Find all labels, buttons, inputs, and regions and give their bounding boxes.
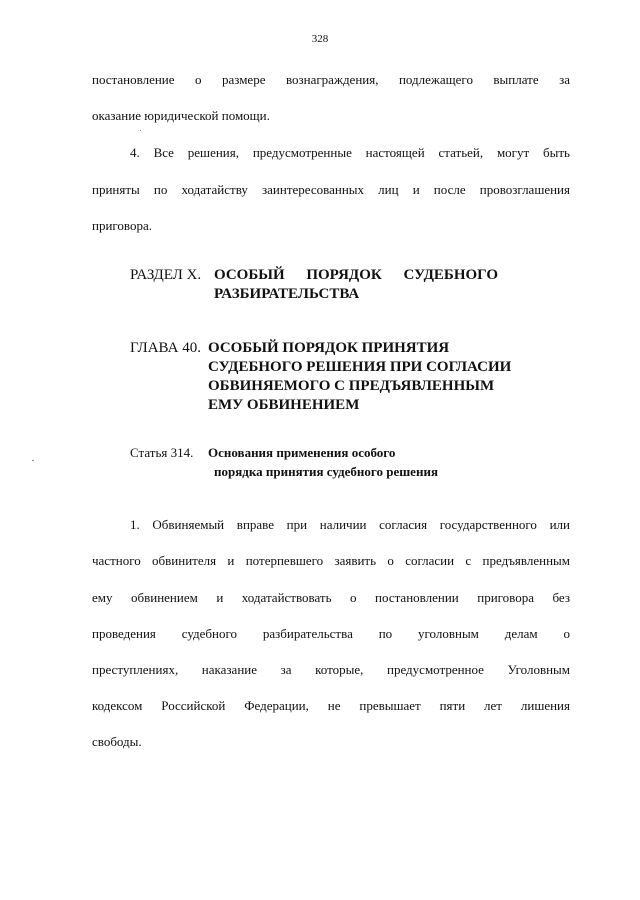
chapter-title-line-1: ОСОБЫЙ ПОРЯДОК ПРИНЯТИЯ (208, 340, 450, 356)
page-number: 328 (311, 33, 329, 45)
paragraph-1-line-5: преступлениях, наказание за которые, предусмотренное Уголовным (92, 662, 570, 677)
top-paragraph-line-1: постановление о размере вознаграждения, подлежащего выплате за (92, 72, 570, 87)
section-title-line-1: ОСОБЫЙ ПОРЯДОК СУДЕБНОГО (214, 267, 498, 283)
scan-speck (32, 460, 34, 461)
article-title (208, 444, 395, 461)
paragraph-1-line-6: кодексом Российской Федерации, не превышает пяти лет лишения (92, 698, 570, 713)
paragraph-1-line-4: проведения судебного разбирательства по уголовным делам о (92, 626, 570, 641)
chapter-title-line-4: ЕМУ ОБВИНЕНИЕМ (208, 397, 360, 413)
paragraph-1-line-2: частного обвинителя и потерпевшего заявить о согласии с предъявленным (92, 553, 570, 568)
article-heading (130, 444, 193, 461)
section-title-line-2-wrap (214, 285, 359, 304)
paragraph-4-line-1: 4. Все решения, предусмотренные настоящей статьей, могут быть (130, 145, 570, 160)
section-title-line-2: РАЗБИРАТЕЛЬСТВА (214, 286, 360, 302)
chapter-title-line-3: ОБВИНЯЕМОГО С ПРЕДЪЯВЛЕННЫМ (208, 378, 495, 394)
paragraph-1-line-7: свободы. (92, 734, 142, 749)
chapter-heading (130, 339, 201, 358)
paragraph-1-line-1: 1. Обвиняемый вправе при наличии согласия государственного или (130, 517, 570, 532)
paragraph-4-line-3: приговора. (92, 218, 152, 233)
paragraph-1-line-3: ему обвинением и ходатайствовать о постановлении приговора без (92, 590, 570, 605)
article-prefix: Статья 314. (130, 445, 194, 460)
chapter-prefix: ГЛАВА 40. (130, 340, 201, 356)
section-title-line-1-wrap (214, 266, 498, 285)
article-title-line-1: Основания применения особого (208, 445, 396, 460)
article-title-line-2: порядка принятия судебного решения (214, 464, 438, 479)
paragraph-4-line-2: приняты по ходатайству заинтересованных лиц и после провозглашения (92, 182, 570, 197)
chapter-title (208, 339, 511, 415)
chapter-title-line-2: СУДЕБНОГО РЕШЕНИЯ ПРИ СОГЛАСИИ (208, 359, 512, 375)
scan-speck (140, 130, 141, 131)
section-heading (130, 266, 201, 285)
section-prefix: РАЗДЕЛ X. (130, 267, 202, 283)
top-paragraph-line-2: оказание юридической помощи. (92, 108, 270, 123)
article-title-2 (214, 463, 438, 480)
